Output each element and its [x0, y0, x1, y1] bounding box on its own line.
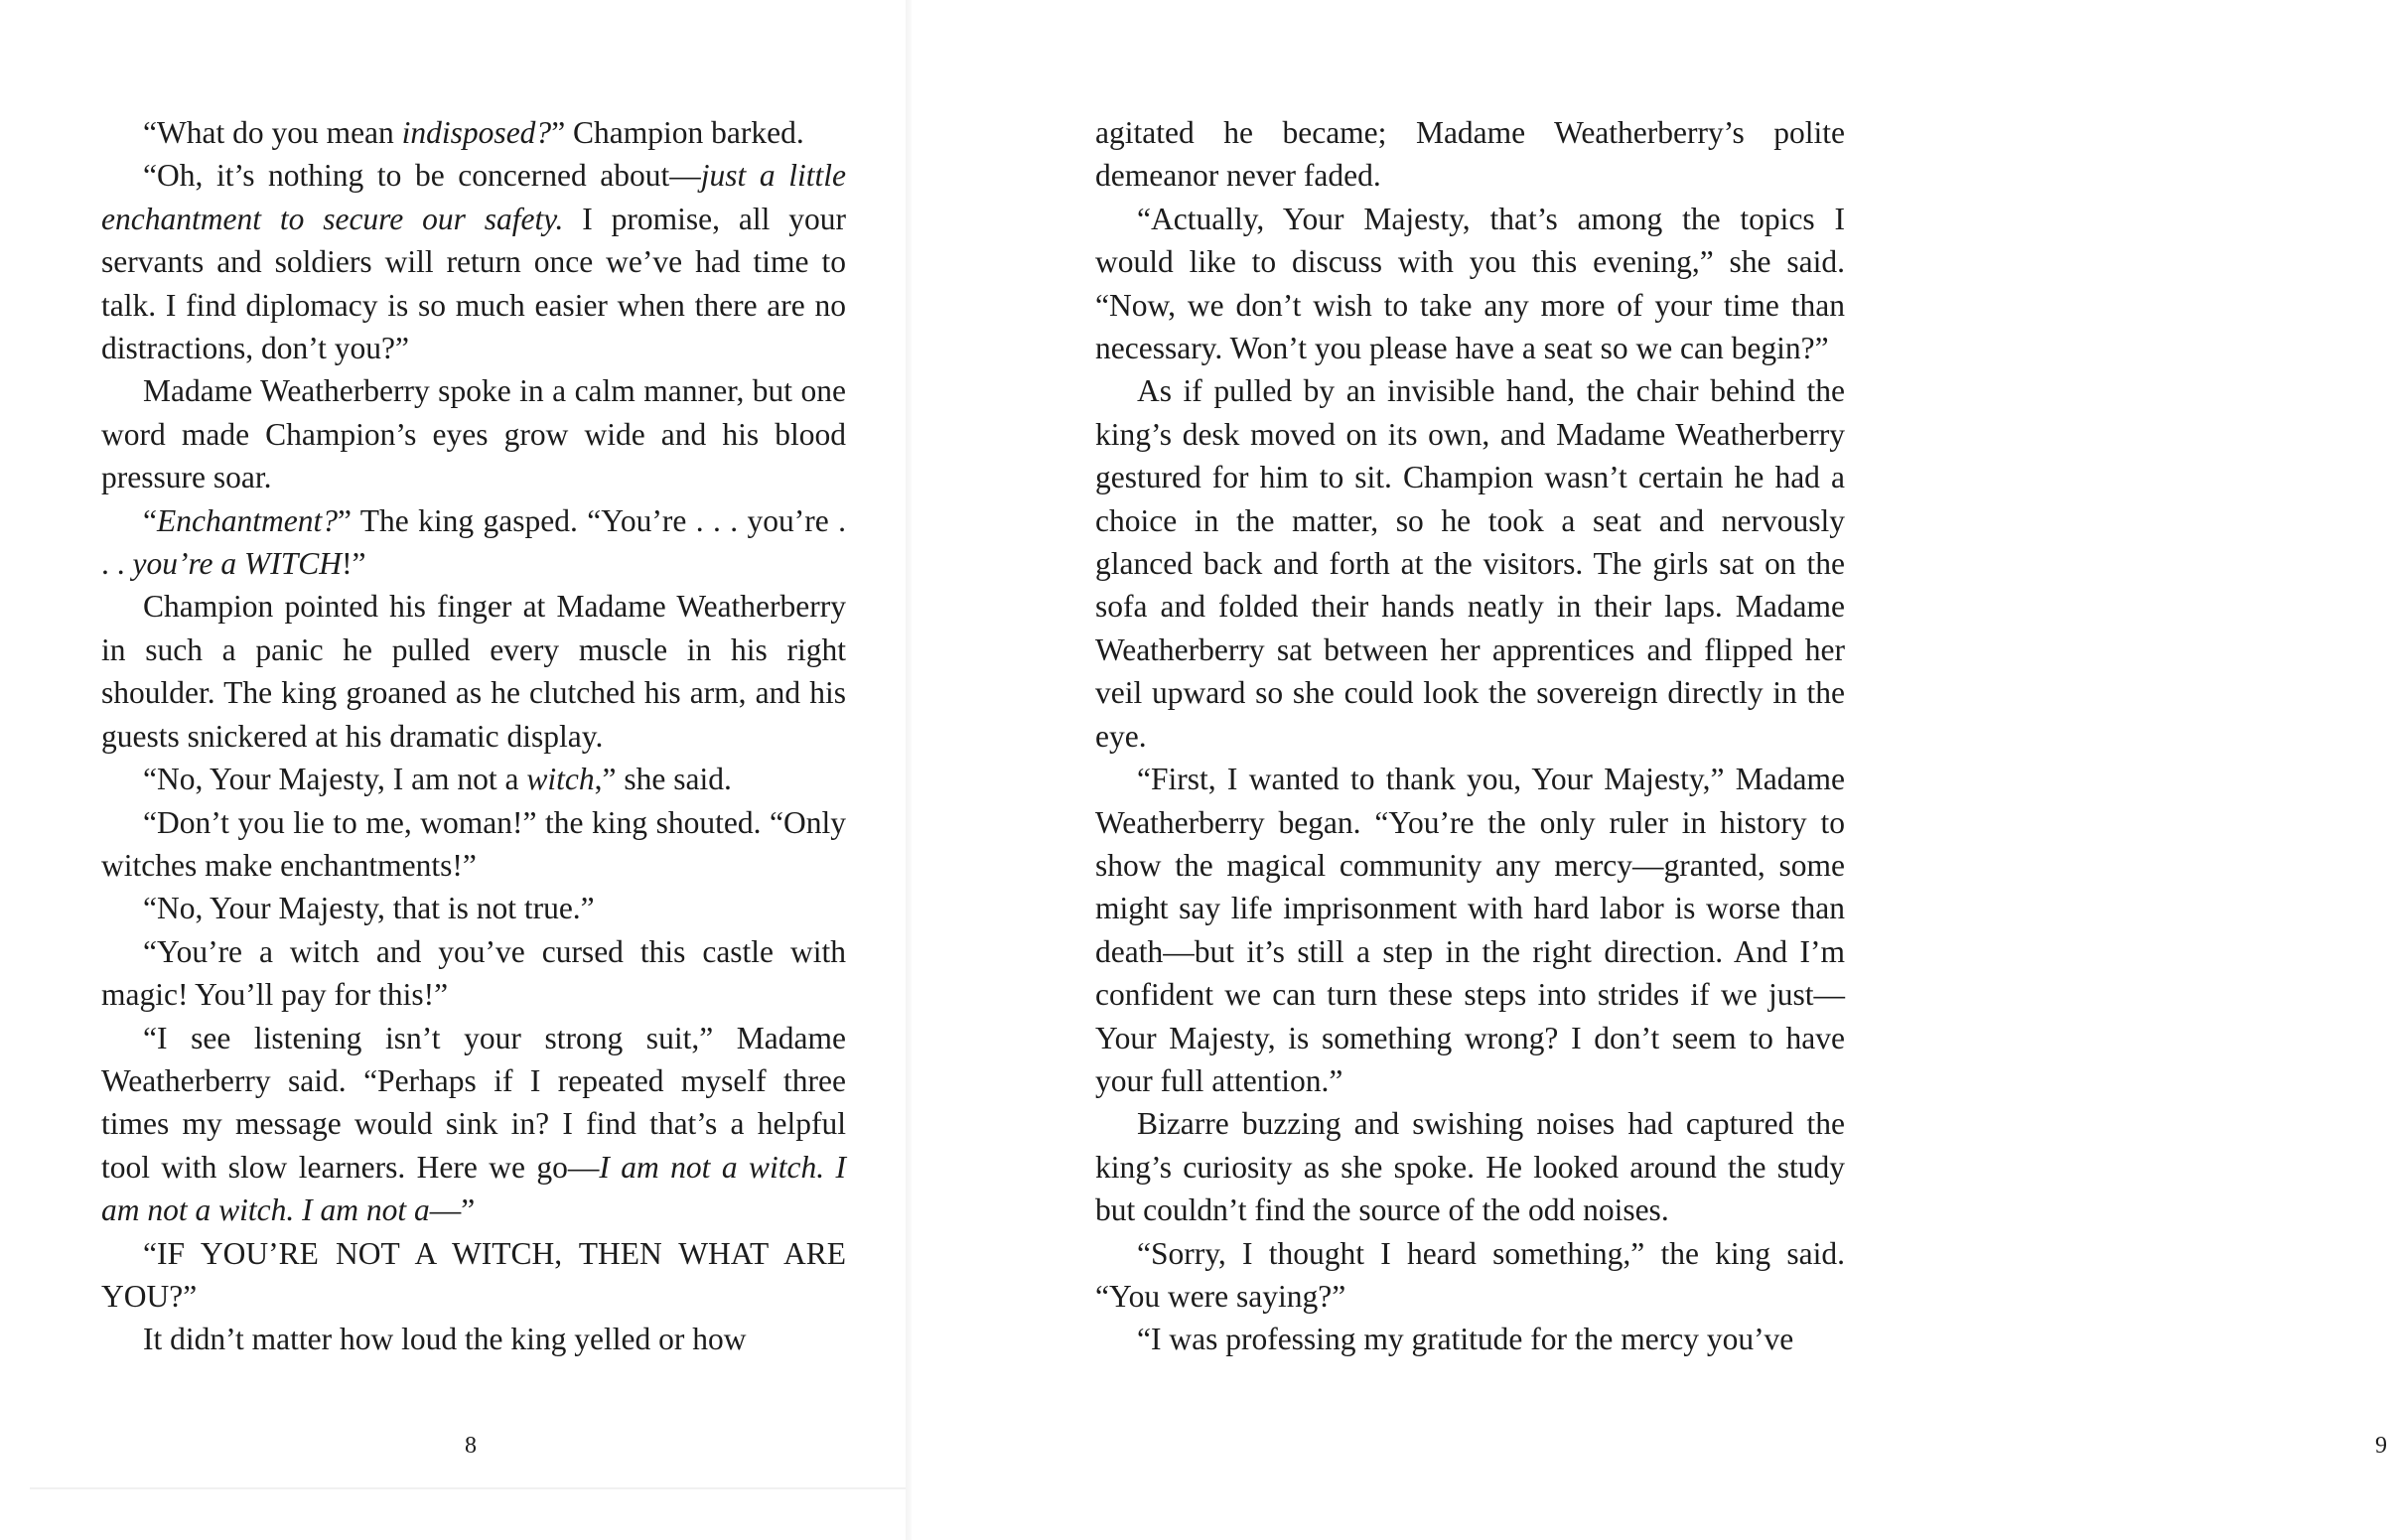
text-run: ” Champion barked.: [551, 115, 804, 150]
text-run: It didn’t matter how loud the king yelled or how: [143, 1322, 747, 1357]
paragraph: [101, 369, 846, 498]
italic-text: Enchantment?: [156, 502, 338, 538]
paragraph: [101, 887, 846, 929]
paragraph: [101, 1318, 846, 1360]
page-number-left: 8: [465, 1433, 477, 1459]
text-run: As if pulled by an invisible hand, the chair behind the king’s desk moved on its own, and Madame Weatherberry gestured for him to sit. Champion wasn’t certain he had a choice in the matter, so he took a seat and nervously glanced back and forth at the visitors. The girls sat on the sofa and folded their hands neatly in their laps. Madame Weatherberry sat between her apprentices and flipped her veil upward so she could look the sovereign directly in the eye.: [1095, 373, 1845, 754]
left-page-text: [101, 111, 846, 1361]
text-run: “Oh, it’s nothing to be concerned about—: [143, 158, 701, 194]
text-run: “Don’t you lie to me, woman!” the king shouted. “Only witches make enchantments!”: [101, 804, 846, 883]
text-run: —”: [429, 1192, 476, 1228]
right-page-text: [1095, 111, 1845, 1361]
text-run: “Actually, Your Majesty, that’s among the topics I would like to discuss with you this evening,” she said. “Now, we don’t wish to take any more of your time than necessary. Won’t you please have a seat so we can begin?”: [1095, 201, 1845, 366]
italic-text: witch: [526, 762, 595, 797]
paragraph: [1095, 111, 1845, 198]
paragraph: [101, 930, 846, 1017]
paragraph: [1095, 1318, 1845, 1360]
paragraph: [1095, 198, 1845, 370]
text-run: agitated he became; Madame Weatherberry’s polite demeanor never faded.: [1095, 115, 1845, 194]
left-page: [0, 0, 912, 1540]
paragraph: [101, 585, 846, 758]
paragraph: [101, 801, 846, 888]
text-run: ” The king gasped. “You’re . . . you’re . . .: [101, 502, 846, 582]
italic-text: you’re a WITCH: [132, 546, 343, 582]
text-run: Madame Weatherberry spoke in a calm manner, but one word made Champion’s eyes grow wide and his blood pressure soar.: [101, 373, 846, 495]
text-run: Bizarre buzzing and swishing noises had captured the king’s curiosity as she spoke. He looked around the study but couldn’t find the source of the odd noises.: [1095, 1106, 1845, 1228]
text-run: “IF YOU’RE NOT A WITCH, THEN WHAT ARE YOU?”: [101, 1235, 846, 1314]
text-run: Champion pointed his finger at Madame Weatherberry in such a panic he pulled every muscle in his right shoulder. The king groaned as he clutched his arm, and his guests snickered at his dramatic display.: [101, 589, 846, 754]
paragraph: [101, 154, 846, 369]
text-run: I promise, all your servants and soldiers will return once we’ve had time to talk. I find diplomacy is so much easier when there are no distractions, don’t you?”: [101, 201, 846, 366]
text-run: “First, I wanted to thank you, Your Majesty,” Madame Weatherberry began. “You’re the only ruler in history to show the magical community any mercy—granted, some might say life imprisonment with hard labor is worse than death—but it’s still a step in the right direction. And I’m confident we can turn these steps into strides if we just—Your Majesty, is something wrong? I don’t seem to have your full attention.”: [1095, 762, 1845, 1098]
paragraph: [101, 499, 846, 586]
italic-text: I am not a witch. I am not a witch. I am not a: [101, 1149, 846, 1228]
page-number-right: 9: [2375, 1433, 2387, 1459]
text-run: “No, Your Majesty, I am not a: [143, 762, 527, 797]
paragraph: [1095, 369, 1845, 758]
text-run: “What do you mean: [143, 115, 402, 150]
paragraph: [1095, 758, 1845, 1102]
paragraph: [101, 758, 846, 800]
paragraph: [1095, 1102, 1845, 1231]
italic-text: indisposed?: [401, 115, 552, 150]
page-bottom-edge: [30, 1487, 914, 1489]
italic-text: just a little enchantment to secure our safety.: [101, 158, 846, 236]
paragraph: [101, 1232, 846, 1319]
text-run: !”: [342, 546, 366, 582]
paragraph: [1095, 1232, 1845, 1319]
text-run: “I see listening isn’t your strong suit,” Madame Weatherberry said. “Perhaps if I repeated myself three times my message would sink in? I find that’s a helpful tool with slow learners. Here we go—: [101, 1020, 846, 1185]
paragraph: [101, 1017, 846, 1232]
text-run: “Sorry, I thought I heard something,” the king said. “You were saying?”: [1095, 1235, 1845, 1314]
text-run: “I was professing my gratitude for the mercy you’ve: [1137, 1322, 1794, 1357]
text-run: “No, Your Majesty, that is not true.”: [143, 891, 595, 926]
text-run: “: [143, 502, 157, 538]
paragraph: [101, 111, 846, 154]
text-run: ,” she said.: [594, 762, 732, 797]
text-run: “You’re a witch and you’ve cursed this castle with magic! You’ll pay for this!”: [101, 933, 846, 1013]
